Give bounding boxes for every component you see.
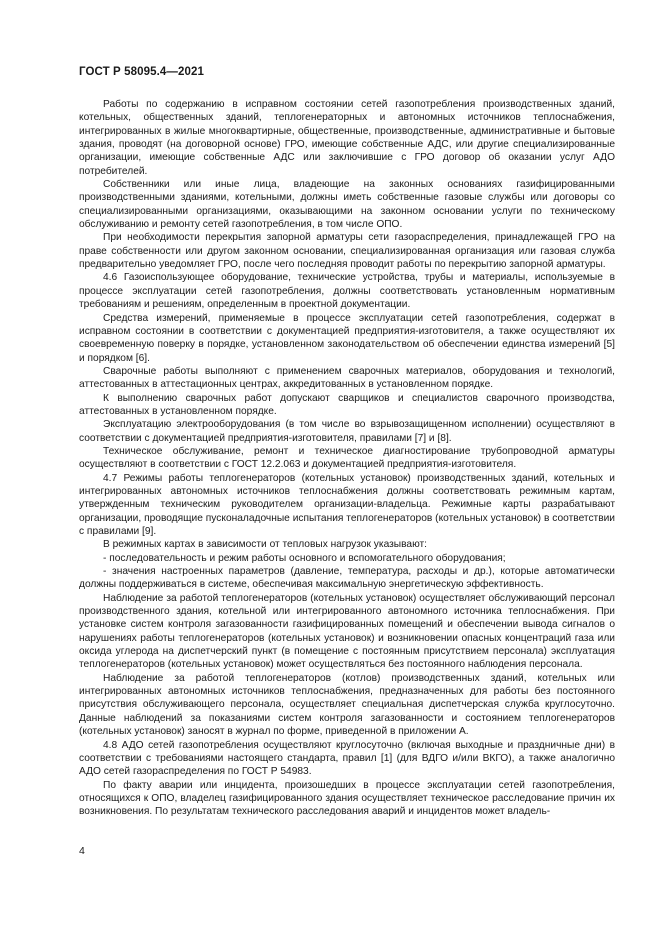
paragraph: По факту аварии или инцидента, произошедших в процессе эксплуатации сетей газопотребления, относящихся к ОПО, владелец газифицированного здания осуществляет техническое расследование причин их возникновения. По результатам технического расследования аварий и инцидентов может владель- — [79, 779, 615, 818]
paragraph: Сварочные работы выполняют с применением сварочных материалов, оборудования и технологий, аттестованных в аттестационных центрах, аккредитованных в установленном порядке. — [79, 365, 615, 391]
paragraph: При необходимости перекрытия запорной арматуры сети газораспределения, принадлежащей ГРО на праве собственности или другом законном основании, специализированная организация или газовая служба предварительно уведомляет ГРО, после чего последняя проводит работы по перекрытию запорной арматуры. — [79, 232, 615, 271]
clause-4-8: 4.8 АДО сетей газопотребления осуществляют круглосуточно (включая выходные и праздничные дни) в соответствии с требованиями настоящего стандарта, правил [1] (для ВДГО и/или ВКГО), а также аналогично АДО сетей газораспределения по ГОСТ Р 54983. — [79, 739, 615, 778]
page-number: 4 — [79, 845, 85, 857]
document-body — [79, 98, 615, 819]
standard-header: ГОСТ Р 58095.4—2021 — [79, 66, 204, 78]
paragraph: Собственники или иные лица, владеющие на законных основаниях газифицированными производственными зданиями, котельными, должны иметь собственные газовые службы или договоры со специализированными организациями, оказывающими на законном основании услуги по техническому обслуживанию и ремонту сетей газопотребления, в том числе ОПО. — [79, 179, 615, 231]
paragraph: В режимных картах в зависимости от тепловых нагрузок указывают: — [103, 539, 427, 551]
paragraph: Наблюдение за работой теплогенераторов (котельных установок) осуществляет обслуживающий персонал производственного здания, котельной или интегрированного автономного источника теплоснабжения. При установке систем контроля загазованности газифицированных помещений и обеспечении вывода сигналов о нарушениях работы теплогенераторов (котельных установок) и возникновении опасных концентраций газа или оксида углерода на диспетчерский пункт (в помещение с постоянным присутствием персонала) эксплуатация теплогенераторов (котельных установок) может осуществляться без постоянного наблюдения персонала. — [79, 592, 615, 671]
list-item: - значения настроенных параметров (давление, температура, расходы и др.), которые автоматически должны поддерживаться в системе, обеспечивая максимальную энергетическую эффективность. — [79, 566, 615, 591]
paragraph: Эксплуатацию электрооборудования (в том числе во взрывозащищенном исполнении) осуществляют в соответствии с документацией предприятия-изготовителя, правилами [7] и [8]. — [79, 419, 615, 444]
clause-4-7: 4.7 Режимы работы теплогенераторов (котельных установок) производственных зданий, котельных и интегрированных автономных источников теплоснабжения должны соответствовать режимным картам, утвержденным техническим руководителем организации-владельца. Режимные карты разрабатывают организации, проводящие пусконаладочные испытания теплогенераторов (котельных установок) в соответствии с правилами [9]. — [79, 472, 615, 537]
paragraph: Наблюдение за работой теплогенераторов (котлов) производственных зданий, котельных или интегрированных автономных источников теплоснабжения, предназначенных для работы без постоянного присутствия обслуживающего персонала, осуществляет специальная диспетчерская служба круглосуточно. Данные наблюдений за показаниями систем контроля загазованности и состоянием теплогенераторов (котельных установок) заносят в журнал по форме, приведенной в приложении А. — [79, 672, 615, 738]
paragraph: Работы по содержанию в исправном состоянии сетей газопотребления производственных зданий, котельных, общественных зданий, теплогенераторных и автономных источников теплоснабжения, интегрированных в жилые многоквартирные, общественные, производственные, административные и бытовые здания, проводят (на договорной основе) ГРО, имеющие собственные АДС, или другие специализированные организации, имеющие собственные АДС или заключившие с ГРО договор об оказании услуг АДО потребителей. — [79, 99, 615, 177]
list-item: - последовательность и режим работы основного и вспомогательного оборудования; — [103, 552, 506, 564]
paragraph: Техническое обслуживание, ремонт и техническое диагностирование трубопроводной арматуры осуществляют в соответствии с ГОСТ 12.2.063 и документацией предприятия-изготовителя. — [79, 445, 615, 471]
paragraph: Средства измерений, применяемые в процессе эксплуатации сетей газопотребления, содержат в исправном состоянии в соответствии с документацией предприятия-изготовителя, а также осуществляют их своевременную поверку в порядке, установленном законодательством об обеспечении единства измерений [5] и порядком [6]. — [79, 312, 615, 364]
clause-4-6: 4.6 Газоиспользующее оборудование, технические устройства, трубы и материалы, используемые в процессе эксплуатации сетей газопотребления, должны соответствовать установленным нормативным требованиям и решениям, определенным в проектной документации. — [79, 272, 615, 311]
paragraph: К выполнению сварочных работ допускают сварщиков и специалистов сварочного производства, аттестованных в установленном порядке. — [79, 392, 615, 417]
